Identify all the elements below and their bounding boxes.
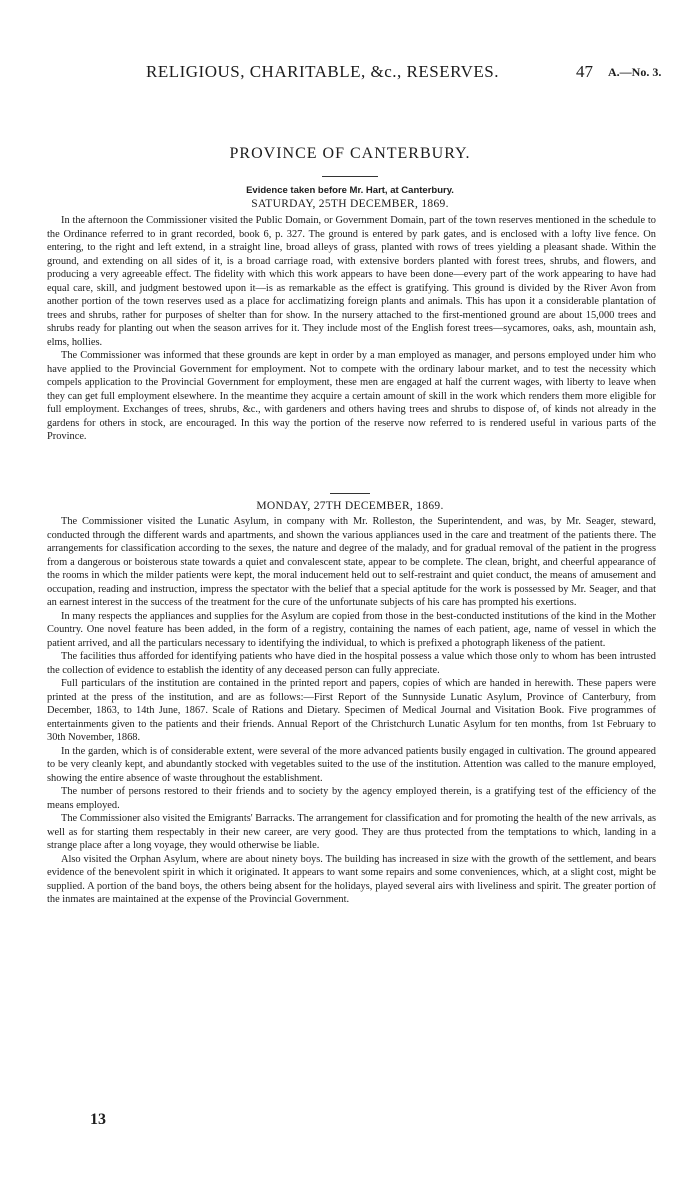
paragraph: The number of persons restored to their friends and to society by the agency employed therein, is a gratifying test of the efficiency of the means employed. (47, 786, 656, 811)
entry-date: MONDAY, 27TH DECEMBER, 1869. (256, 500, 444, 512)
entry-body (47, 214, 656, 444)
evidence-caption: Evidence taken before Mr. Hart, at Canterbury. (246, 185, 454, 196)
page-number: 47 (576, 62, 593, 81)
section-divider (330, 493, 370, 494)
paragraph: In the afternoon the Commissioner visited the Public Domain, or Government Domain, part of the town reserves mentioned in the schedule to the Ordinance referred to in grant recorded, book 6, p. 327. The ground is entered by park gates, and is enclosed with a lofty live fence. On entering, to the right and left extend, in a straight line, broad alleys of grass, planted with rows of trees yielding a pleasant shade. Within the ground, and extending on all sides of it, is a broad carriage road, with extensive borders planted with forest trees, shrubs, and flowers, and producing a very agreeable effect. The fidelity with which this work appears to have been done—every part of the work appearing to have had equal care, skill, and judgment bestowed upon it—is as remarkable as the effect is gratifying. This ground is divided by the River Avon from another portion of the town reserves used as a place for acclimatizing foreign plants and animals. This has upon it a considerable plantation of trees and shrubs, rather for purposes of shelter than for show. In the nursery attached to the first-mentioned ground are about 15,000 trees and shrubs ready for planting out when the season arrives for it. They include most of the English forest trees—sycamores, oaks, ash, mountain ash, elms, hollies. (47, 215, 656, 348)
section-title: PROVINCE OF CANTERBURY. (229, 145, 471, 162)
paragraph: Full particulars of the institution are contained in the printed report and papers, copies of which are handed in herewith. These papers were printed at the press of the institution, and are as follows:—First Report of the Sunnyside Lunatic Asylum, Province of Canterbury, from December, 1863, to 14th June, 1867. Scale of Rations and Dietary. Specimen of Medical Journal and Visitation Book. Five programmes of entertainments given to the patients and their friends. Annual Report of the Christchurch Lunatic Asylum for ten months, from 1st February to 30th November, 1868. (47, 678, 656, 744)
paragraph: The Commissioner visited the Lunatic Asylum, in company with Mr. Rolleston, the Superintendent, and was, by Mr. Seager, steward, conducted through the different wards and apartments, and shown the various appliances used in the care and treatment of the patients there. The arrangements for classification according to the sexes, the nature and degree of the malady, and for gradual removal of the patient in the progress from a dangerous or boisterous state towards a quiet and convalescent state, appear to be complete. The clean, bright, and cheerful appearance of the rooms in which the milder patients were kept, the moral inducement held out to self-restraint and quiet conduct, the means of amusement and occupation, reading and instruction, impress the spectator with the belief that a special aptitude for the work is possessed by Mr. Seager, and that an earnest interest in the success of the treatment for the cure of the unfortunate subjects of his care has prompted his exertions. (47, 516, 656, 609)
title-divider (322, 176, 378, 177)
signature-mark: 13 (90, 1111, 106, 1128)
paragraph: Also visited the Orphan Asylum, where are about ninety boys. The building has increased in size with the growth of the settlement, and bears evidence of the benevolent spirit in which it originated. It appears to want some repairs and some conveniences, which, at a slight cost, might be supplied. A portion of the band boys, the others being absent for the holidays, played several airs with liveliness and spirit. The greater portion of the inmates are maintained at the expense of the Provincial Government. (47, 853, 656, 906)
paragraph: The Commissioner was informed that these grounds are kept in order by a man employed as manager, and persons employed under him who have applied to the Provincial Government for employment. Not to compete with the ordinary labour market, and to test the necessity which compels application to the Provincial Government for employment, these men are engaged at half the current wages, with liberty to leave when they can get full employment elsewhere. In the meantime they acquire a certain amount of skill in the work which renders them more eligible for full employment. Exchanges of trees, shrubs, &c., with gardeners and others having trees and shrubs to dispose of, of kinds not already in the gardens for others in stock, are encouraged. In this way the portion of the reserve now referred to is rendered useful in various parts of the Province. (47, 350, 656, 443)
paragraph: In the garden, which is of considerable extent, were several of the more advanced patients busily engaged in cultivation. The ground appeared to be very cleanly kept, and abundantly stocked with vegetables suited to the use of the institution. Attention was called to the manure employed, showing the entire absence of waste throughout the establishment. (47, 745, 656, 784)
paper-reference: A.—No. 3. (608, 65, 662, 79)
paragraph: In many respects the appliances and supplies for the Asylum are copied from those in the best-conducted institutions of the kind in the Mother Country. One novel feature has been added, in the form of a registry, containing the names of each patient, age, name of vessel in which the patient arrived, and all the particulars necessary to identifying the individual, to which is prefixed a photograph likeness of the patient. (47, 610, 656, 649)
page-header (0, 62, 700, 84)
paragraph: The facilities thus afforded for identifying patients who have died in the hospital possess a value which those only to whom has been intrusted the collection of evidence to establish the identity of any deceased person can fully appreciate. (47, 651, 656, 676)
entry-body (47, 515, 656, 907)
paragraph: The Commissioner also visited the Emigrants' Barracks. The arrangement for classification and for promoting the health of the new arrivals, as well as for starting them respectably in their new career, are very good. They are thus protected from the temptations to which, landing in a strange place after a long voyage, they would otherwise be liable. (47, 813, 656, 852)
running-title: RELIGIOUS, CHARITABLE, &c., RESERVES. (146, 62, 499, 81)
entry-date: SATURDAY, 25TH DECEMBER, 1869. (251, 198, 449, 210)
